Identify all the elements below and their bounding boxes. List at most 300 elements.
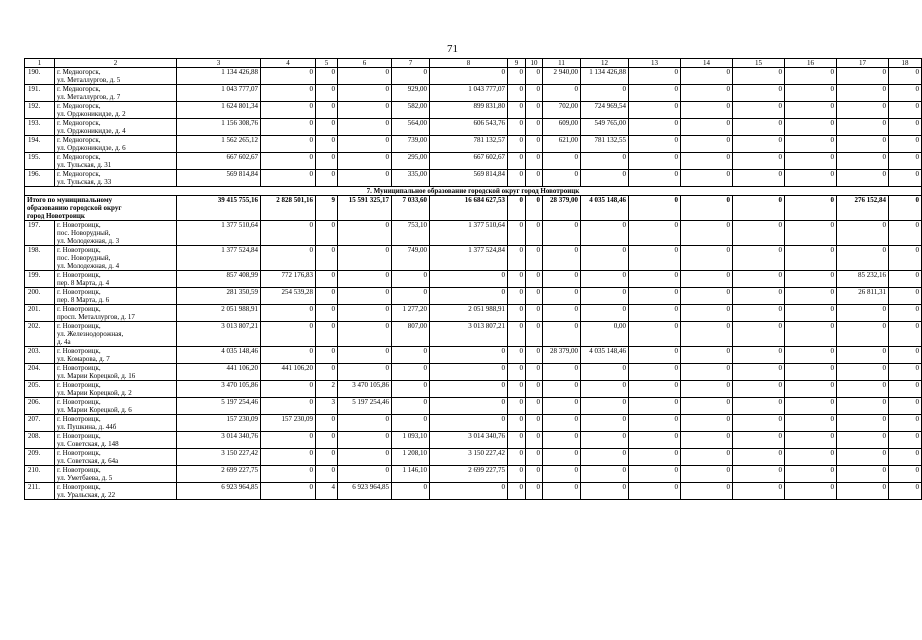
table-row bbox=[25, 466, 922, 483]
value-cell: 0 bbox=[681, 322, 733, 347]
value-cell: 0 bbox=[581, 432, 629, 449]
column-header: 9 bbox=[508, 59, 526, 68]
address-line: ул. Марии Корецкой, д. 16 bbox=[57, 372, 136, 380]
value-cell: 0 bbox=[543, 153, 581, 170]
table-row bbox=[25, 398, 922, 415]
address-cell bbox=[55, 246, 177, 271]
total-value-cell: 0 bbox=[889, 196, 922, 221]
value-cell: 0 bbox=[508, 271, 526, 288]
column-header: 8 bbox=[430, 59, 508, 68]
value-cell: 28 379,00 bbox=[543, 347, 581, 364]
table-row bbox=[25, 483, 922, 500]
address-cell bbox=[55, 170, 177, 187]
value-cell: 0 bbox=[785, 322, 837, 347]
value-cell: 0 bbox=[392, 68, 430, 85]
value-cell: 0 bbox=[889, 246, 922, 271]
row-number: 204. bbox=[25, 364, 55, 381]
value-cell: 0 bbox=[430, 364, 508, 381]
column-header: 6 bbox=[338, 59, 392, 68]
value-cell: 1 377 510,64 bbox=[430, 221, 508, 246]
row-number: 202. bbox=[25, 322, 55, 347]
value-cell: 0 bbox=[733, 119, 785, 136]
value-cell: 0 bbox=[629, 483, 681, 500]
value-cell: 0 bbox=[430, 271, 508, 288]
total-value-cell: 0 bbox=[526, 196, 543, 221]
value-cell: 0 bbox=[392, 288, 430, 305]
value-cell: 0 bbox=[681, 364, 733, 381]
address-line: г. Медногорск, bbox=[57, 136, 101, 144]
value-cell: 0 bbox=[681, 381, 733, 398]
data-table bbox=[24, 58, 922, 500]
value-cell: 0 bbox=[733, 415, 785, 432]
value-cell: 0 bbox=[785, 68, 837, 85]
address-line: ул. Уральская, д. 22 bbox=[57, 491, 116, 499]
value-cell: 0 bbox=[508, 170, 526, 187]
row-number: 210. bbox=[25, 466, 55, 483]
table-row bbox=[25, 246, 922, 271]
address-cell bbox=[55, 432, 177, 449]
address-cell bbox=[55, 483, 177, 500]
value-cell: 0 bbox=[316, 153, 338, 170]
table-row bbox=[25, 364, 922, 381]
value-cell: 3 014 340,76 bbox=[430, 432, 508, 449]
value-cell: 0 bbox=[837, 136, 889, 153]
column-header: 1 bbox=[25, 59, 55, 68]
value-cell: 0 bbox=[543, 271, 581, 288]
value-cell: 0 bbox=[785, 246, 837, 271]
address-line: г. Медногорск, bbox=[57, 153, 101, 161]
value-cell: 0 bbox=[629, 466, 681, 483]
row-number: 195. bbox=[25, 153, 55, 170]
value-cell: 0 bbox=[581, 305, 629, 322]
value-cell: 0 bbox=[681, 68, 733, 85]
table-row bbox=[25, 271, 922, 288]
value-cell: 0 bbox=[543, 322, 581, 347]
address-line: г. Новотроицк, bbox=[57, 483, 101, 491]
value-cell: 0 bbox=[837, 153, 889, 170]
value-cell: 0 bbox=[526, 68, 543, 85]
value-cell: 0 bbox=[889, 102, 922, 119]
value-cell: 0 bbox=[733, 170, 785, 187]
value-cell: 0 bbox=[316, 432, 338, 449]
row-number: 199. bbox=[25, 271, 55, 288]
value-cell: 2 940,00 bbox=[543, 68, 581, 85]
address-cell bbox=[55, 305, 177, 322]
value-cell: 0 bbox=[733, 246, 785, 271]
column-header: 5 bbox=[316, 59, 338, 68]
value-cell: 0 bbox=[261, 68, 316, 85]
address-line: д. 4а bbox=[57, 338, 71, 346]
value-cell: 0 bbox=[392, 415, 430, 432]
value-cell: 0 bbox=[681, 271, 733, 288]
table-row bbox=[25, 347, 922, 364]
value-cell: 0 bbox=[338, 305, 392, 322]
value-cell: 0 bbox=[785, 119, 837, 136]
value-cell: 4 035 148,46 bbox=[581, 347, 629, 364]
value-cell: 569 814,84 bbox=[430, 170, 508, 187]
value-cell: 1 624 801,34 bbox=[177, 102, 261, 119]
value-cell: 0 bbox=[581, 398, 629, 415]
value-cell: 0 bbox=[261, 85, 316, 102]
table-body bbox=[25, 59, 922, 500]
column-header: 4 bbox=[261, 59, 316, 68]
value-cell: 0 bbox=[629, 102, 681, 119]
value-cell: 1 134 426,88 bbox=[581, 68, 629, 85]
value-cell: 0 bbox=[837, 347, 889, 364]
value-cell: 0 bbox=[889, 68, 922, 85]
value-cell: 0 bbox=[581, 466, 629, 483]
value-cell: 0 bbox=[338, 170, 392, 187]
value-cell: 0 bbox=[889, 170, 922, 187]
row-number: 200. bbox=[25, 288, 55, 305]
value-cell: 0 bbox=[733, 68, 785, 85]
total-value-cell: 0 bbox=[785, 196, 837, 221]
table-row bbox=[25, 305, 922, 322]
value-cell: 0 bbox=[837, 246, 889, 271]
value-cell: 0 bbox=[581, 415, 629, 432]
value-cell: 0 bbox=[261, 153, 316, 170]
value-cell: 0 bbox=[889, 415, 922, 432]
value-cell: 0 bbox=[338, 119, 392, 136]
address-cell bbox=[55, 398, 177, 415]
value-cell: 0 bbox=[392, 347, 430, 364]
value-cell: 0 bbox=[316, 85, 338, 102]
value-cell: 1 043 777,07 bbox=[430, 85, 508, 102]
value-cell: 295,00 bbox=[392, 153, 430, 170]
column-header: 11 bbox=[543, 59, 581, 68]
address-line: ул. Металлургов, д. 7 bbox=[57, 93, 121, 101]
address-line: г. Новотроицк, bbox=[57, 221, 101, 229]
value-cell: 0 bbox=[785, 170, 837, 187]
row-number: 196. bbox=[25, 170, 55, 187]
value-cell: 0 bbox=[785, 432, 837, 449]
value-cell: 0 bbox=[316, 221, 338, 246]
value-cell: 1 377 524,84 bbox=[177, 246, 261, 271]
row-number: 203. bbox=[25, 347, 55, 364]
value-cell: 0 bbox=[543, 381, 581, 398]
value-cell: 0 bbox=[681, 102, 733, 119]
value-cell: 0 bbox=[733, 85, 785, 102]
value-cell: 0 bbox=[581, 221, 629, 246]
table-row bbox=[25, 85, 922, 102]
value-cell: 1 277,20 bbox=[392, 305, 430, 322]
value-cell: 3 150 227,42 bbox=[430, 449, 508, 466]
value-cell: 0 bbox=[316, 288, 338, 305]
value-cell: 0 bbox=[629, 85, 681, 102]
table-row bbox=[25, 415, 922, 432]
value-cell: 0 bbox=[316, 271, 338, 288]
value-cell: 0 bbox=[785, 415, 837, 432]
total-value-cell: 28 379,00 bbox=[543, 196, 581, 221]
value-cell: 3 150 227,42 bbox=[177, 449, 261, 466]
value-cell: 0 bbox=[889, 432, 922, 449]
address-cell bbox=[55, 347, 177, 364]
total-value-cell: 7 033,60 bbox=[392, 196, 430, 221]
value-cell: 0 bbox=[338, 364, 392, 381]
value-cell: 0 bbox=[526, 305, 543, 322]
value-cell: 0 bbox=[681, 432, 733, 449]
address-cell bbox=[55, 136, 177, 153]
value-cell: 0 bbox=[392, 398, 430, 415]
value-cell: 0 bbox=[889, 288, 922, 305]
address-line: ул. Орджоникидзе, д. 4 bbox=[57, 127, 126, 135]
value-cell: 0 bbox=[733, 466, 785, 483]
value-cell: 1 377 524,84 bbox=[430, 246, 508, 271]
column-header: 16 bbox=[785, 59, 837, 68]
column-header: 12 bbox=[581, 59, 629, 68]
value-cell: 0 bbox=[508, 305, 526, 322]
value-cell: 0 bbox=[629, 449, 681, 466]
address-line: г. Новотроицк, bbox=[57, 347, 101, 355]
value-cell: 0 bbox=[508, 85, 526, 102]
value-cell: 0 bbox=[581, 170, 629, 187]
value-cell: 0 bbox=[316, 415, 338, 432]
address-line: ул. Советская, д. 148 bbox=[57, 440, 119, 448]
value-cell: 0 bbox=[526, 398, 543, 415]
value-cell: 0 bbox=[889, 305, 922, 322]
value-cell: 0 bbox=[733, 305, 785, 322]
value-cell: 0 bbox=[733, 102, 785, 119]
value-cell: 157 230,09 bbox=[177, 415, 261, 432]
table-row bbox=[25, 449, 922, 466]
value-cell: 0 bbox=[261, 381, 316, 398]
value-cell: 0 bbox=[261, 322, 316, 347]
value-cell: 0 bbox=[261, 119, 316, 136]
value-cell: 0 bbox=[526, 85, 543, 102]
value-cell: 0 bbox=[508, 246, 526, 271]
total-row bbox=[25, 196, 922, 221]
row-number: 193. bbox=[25, 119, 55, 136]
value-cell: 0 bbox=[508, 364, 526, 381]
value-cell: 0 bbox=[338, 246, 392, 271]
value-cell: 0 bbox=[526, 136, 543, 153]
value-cell: 0 bbox=[338, 466, 392, 483]
value-cell: 0 bbox=[508, 102, 526, 119]
value-cell: 0 bbox=[338, 415, 392, 432]
address-line: г. Новотроицк, bbox=[57, 305, 101, 313]
value-cell: 0 bbox=[430, 398, 508, 415]
value-cell: 0 bbox=[526, 449, 543, 466]
value-cell: 0 bbox=[733, 449, 785, 466]
value-cell: 1 377 510,64 bbox=[177, 221, 261, 246]
value-cell: 0 bbox=[889, 466, 922, 483]
value-cell: 0 bbox=[629, 170, 681, 187]
address-cell bbox=[55, 102, 177, 119]
value-cell: 0 bbox=[526, 246, 543, 271]
row-number: 192. bbox=[25, 102, 55, 119]
value-cell: 2 699 227,75 bbox=[430, 466, 508, 483]
value-cell: 0 bbox=[629, 136, 681, 153]
value-cell: 0 bbox=[785, 449, 837, 466]
value-cell: 0 bbox=[543, 432, 581, 449]
value-cell: 0 bbox=[889, 449, 922, 466]
value-cell: 606 543,76 bbox=[430, 119, 508, 136]
value-cell: 0 bbox=[430, 415, 508, 432]
value-cell: 0 bbox=[837, 449, 889, 466]
value-cell: 3 014 340,76 bbox=[177, 432, 261, 449]
value-cell: 0 bbox=[316, 347, 338, 364]
value-cell: 0 bbox=[261, 246, 316, 271]
value-cell: 0 bbox=[543, 288, 581, 305]
total-value-cell: 276 152,84 bbox=[837, 196, 889, 221]
value-cell: 0 bbox=[681, 466, 733, 483]
value-cell: 0 bbox=[681, 288, 733, 305]
address-line: просп. Металлургов, д. 17 bbox=[57, 313, 135, 321]
value-cell: 0 bbox=[526, 170, 543, 187]
value-cell: 2 051 988,91 bbox=[177, 305, 261, 322]
value-cell: 0 bbox=[316, 449, 338, 466]
value-cell: 0 bbox=[338, 102, 392, 119]
value-cell: 0 bbox=[581, 85, 629, 102]
value-cell: 0 bbox=[733, 381, 785, 398]
value-cell: 549 765,00 bbox=[581, 119, 629, 136]
value-cell: 3 470 105,86 bbox=[177, 381, 261, 398]
table-row bbox=[25, 322, 922, 347]
value-cell: 0 bbox=[785, 347, 837, 364]
value-cell: 0 bbox=[629, 221, 681, 246]
address-cell bbox=[55, 466, 177, 483]
value-cell: 0 bbox=[629, 246, 681, 271]
address-line: г. Новотроицк, bbox=[57, 322, 101, 330]
value-cell: 0 bbox=[508, 119, 526, 136]
value-cell: 0 bbox=[338, 449, 392, 466]
value-cell: 0 bbox=[430, 347, 508, 364]
value-cell: 0 bbox=[681, 153, 733, 170]
total-value-cell: 0 bbox=[681, 196, 733, 221]
value-cell: 569 814,84 bbox=[177, 170, 261, 187]
column-header: 10 bbox=[526, 59, 543, 68]
address-cell bbox=[55, 322, 177, 347]
row-number: 206. bbox=[25, 398, 55, 415]
value-cell: 335,00 bbox=[392, 170, 430, 187]
value-cell: 0 bbox=[681, 221, 733, 246]
value-cell: 0 bbox=[889, 322, 922, 347]
value-cell: 0 bbox=[785, 271, 837, 288]
value-cell: 2 051 988,91 bbox=[430, 305, 508, 322]
row-number: 201. bbox=[25, 305, 55, 322]
value-cell: 0 bbox=[526, 102, 543, 119]
value-cell: 0 bbox=[261, 305, 316, 322]
value-cell: 0 bbox=[733, 322, 785, 347]
address-line: пер. 8 Марта, д. 4 bbox=[57, 279, 110, 287]
value-cell: 0 bbox=[733, 347, 785, 364]
value-cell: 702,00 bbox=[543, 102, 581, 119]
value-cell: 0 bbox=[785, 483, 837, 500]
value-cell: 0 bbox=[543, 466, 581, 483]
value-cell: 582,00 bbox=[392, 102, 430, 119]
total-label bbox=[25, 196, 177, 221]
value-cell: 0 bbox=[261, 398, 316, 415]
value-cell: 0 bbox=[392, 271, 430, 288]
value-cell: 0 bbox=[581, 246, 629, 271]
column-header: 17 bbox=[837, 59, 889, 68]
value-cell: 0 bbox=[526, 153, 543, 170]
value-cell: 0 bbox=[543, 364, 581, 381]
value-cell: 4 035 148,46 bbox=[177, 347, 261, 364]
value-cell: 0 bbox=[837, 432, 889, 449]
value-cell: 0 bbox=[681, 246, 733, 271]
value-cell: 0 bbox=[629, 271, 681, 288]
value-cell: 0 bbox=[508, 153, 526, 170]
total-label-line: Итого по муниципальному bbox=[27, 196, 113, 204]
value-cell: 0 bbox=[526, 119, 543, 136]
value-cell: 0 bbox=[261, 466, 316, 483]
value-cell: 0 bbox=[338, 322, 392, 347]
address-line: ул. Уметбаева, д. 5 bbox=[57, 474, 113, 482]
value-cell: 0 bbox=[338, 153, 392, 170]
header-row bbox=[25, 59, 922, 68]
value-cell: 0 bbox=[261, 432, 316, 449]
total-value-cell: 0 bbox=[508, 196, 526, 221]
value-cell: 0 bbox=[681, 415, 733, 432]
value-cell: 0 bbox=[261, 102, 316, 119]
table-row bbox=[25, 288, 922, 305]
value-cell: 0 bbox=[526, 432, 543, 449]
address-line: г. Новотроицк, bbox=[57, 415, 101, 423]
address-line: г. Новотроицк, bbox=[57, 271, 101, 279]
value-cell: 0 bbox=[629, 305, 681, 322]
value-cell: 0 bbox=[785, 466, 837, 483]
value-cell: 0 bbox=[526, 415, 543, 432]
value-cell: 1 043 777,07 bbox=[177, 85, 261, 102]
value-cell: 0 bbox=[581, 483, 629, 500]
table-row bbox=[25, 136, 922, 153]
address-line: пос. Новорудный, bbox=[57, 229, 111, 237]
value-cell: 1 156 308,76 bbox=[177, 119, 261, 136]
table-row bbox=[25, 68, 922, 85]
value-cell: 0 bbox=[338, 288, 392, 305]
value-cell: 0 bbox=[261, 170, 316, 187]
value-cell: 0 bbox=[543, 305, 581, 322]
value-cell: 0 bbox=[733, 364, 785, 381]
value-cell: 0 bbox=[316, 246, 338, 271]
address-line: г. Медногорск, bbox=[57, 170, 101, 178]
value-cell: 6 923 964,85 bbox=[338, 483, 392, 500]
value-cell: 0 bbox=[733, 432, 785, 449]
row-number: 208. bbox=[25, 432, 55, 449]
value-cell: 0 bbox=[338, 271, 392, 288]
value-cell: 0 bbox=[837, 68, 889, 85]
value-cell: 0 bbox=[508, 466, 526, 483]
address-line: ул. Тульская, д. 33 bbox=[57, 178, 112, 186]
value-cell: 0 bbox=[508, 398, 526, 415]
value-cell: 0 bbox=[785, 288, 837, 305]
value-cell: 0 bbox=[261, 347, 316, 364]
value-cell: 0 bbox=[889, 483, 922, 500]
value-cell: 4 bbox=[316, 483, 338, 500]
value-cell: 0 bbox=[508, 347, 526, 364]
value-cell: 0 bbox=[338, 432, 392, 449]
column-header: 14 bbox=[681, 59, 733, 68]
value-cell: 0 bbox=[526, 322, 543, 347]
value-cell: 441 106,20 bbox=[261, 364, 316, 381]
value-cell: 0 bbox=[889, 271, 922, 288]
value-cell: 0 bbox=[543, 221, 581, 246]
table-row bbox=[25, 153, 922, 170]
address-cell bbox=[55, 85, 177, 102]
value-cell: 621,00 bbox=[543, 136, 581, 153]
value-cell: 0 bbox=[392, 364, 430, 381]
value-cell: 0 bbox=[543, 398, 581, 415]
value-cell: 0 bbox=[629, 288, 681, 305]
value-cell: 0 bbox=[681, 85, 733, 102]
value-cell: 0 bbox=[581, 288, 629, 305]
column-header: 18 bbox=[889, 59, 922, 68]
value-cell: 0 bbox=[889, 364, 922, 381]
address-line: г. Медногорск, bbox=[57, 68, 101, 76]
value-cell: 0 bbox=[889, 136, 922, 153]
column-header: 7 bbox=[392, 59, 430, 68]
